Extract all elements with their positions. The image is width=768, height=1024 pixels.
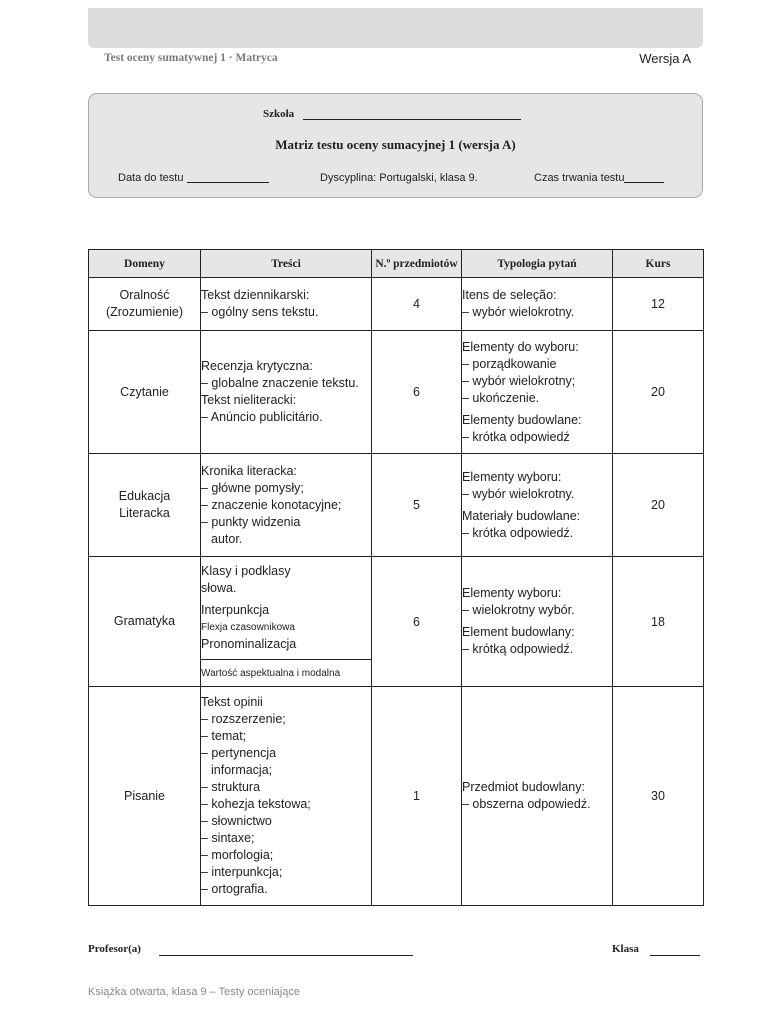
domain-cell bbox=[89, 557, 201, 687]
type-line: Materiały budowlane: bbox=[462, 508, 581, 523]
types-cell bbox=[462, 557, 613, 687]
page-footer: Książka otwarta, klasa 9 – Testy oceniające bbox=[88, 986, 300, 998]
type-line: Elementy budowlane: bbox=[462, 412, 582, 427]
type-line: – krótka odpowiedź. bbox=[462, 525, 574, 540]
type-line: – wybór wielokrotny; bbox=[462, 373, 576, 388]
content-line: – struktura bbox=[201, 780, 261, 794]
matrix-table bbox=[88, 249, 704, 906]
subject-label: Dyscyplina: Portugalski, klasa 9. bbox=[320, 172, 478, 184]
header-domains: Domeny bbox=[89, 250, 201, 278]
domain-cell bbox=[89, 687, 201, 906]
test-date bbox=[118, 172, 269, 184]
table-row bbox=[89, 454, 704, 557]
content-line: – rozszerzenie; bbox=[201, 712, 286, 726]
table-row bbox=[89, 278, 704, 331]
header-count: N.º przedmiotów bbox=[372, 250, 462, 278]
table-row bbox=[89, 687, 704, 906]
domain-cell bbox=[89, 278, 201, 331]
domain-cell bbox=[89, 454, 201, 557]
contents-cell bbox=[201, 278, 372, 331]
header-types: Typologia pytań bbox=[462, 250, 613, 278]
points-cell: 30 bbox=[613, 687, 704, 906]
content-line: – kohezja tekstowa; bbox=[201, 797, 311, 811]
points-cell: 12 bbox=[613, 278, 704, 331]
points-cell: 18 bbox=[613, 557, 704, 687]
test-date-label: Data do testu bbox=[118, 172, 184, 184]
type-line: – porządkowanie bbox=[462, 356, 557, 371]
page-title: Matriz testu oceny sumacyjnej 1 (wersja A) bbox=[275, 137, 516, 152]
table-row bbox=[89, 557, 704, 660]
types-cell bbox=[462, 687, 613, 906]
type-line: Elementy wyboru: bbox=[462, 469, 562, 484]
school-field[interactable] bbox=[303, 119, 521, 120]
count-cell: 6 bbox=[372, 331, 462, 454]
content-line: Pronominalizacja bbox=[201, 637, 297, 651]
contents-cell bbox=[201, 687, 372, 906]
types-cell bbox=[462, 278, 613, 331]
content-line: słowa. bbox=[201, 581, 237, 595]
domain-text: Gramatyka bbox=[113, 614, 176, 628]
content-line: – interpunkcja; bbox=[201, 865, 283, 879]
type-line: Elementy do wyboru: bbox=[462, 339, 579, 354]
header-points: Kurs bbox=[613, 250, 704, 278]
content-line: – punkty widzenia bbox=[201, 514, 301, 529]
content-line: – znaczenie konotacyjne; bbox=[201, 497, 342, 512]
teacher-field[interactable] bbox=[159, 955, 413, 956]
contents-cell bbox=[201, 454, 372, 557]
type-line: – krótką odpowiedź. bbox=[462, 642, 574, 656]
header-contents: Treści bbox=[201, 250, 372, 278]
table-header-row bbox=[89, 250, 704, 278]
type-line: Element budowlany: bbox=[462, 625, 575, 639]
points-cell: 20 bbox=[613, 331, 704, 454]
content-line: – sintaxe; bbox=[201, 831, 255, 845]
contents-cell bbox=[201, 557, 372, 660]
domain-text: Czytanie bbox=[120, 384, 169, 399]
school-label: Szkoła bbox=[263, 108, 295, 120]
type-line: – ukończenie. bbox=[462, 390, 540, 405]
count-cell: 5 bbox=[372, 454, 462, 557]
type-line: – krótka odpowiedź bbox=[462, 429, 570, 444]
domain-cell bbox=[89, 331, 201, 454]
content-line: – morfologia; bbox=[201, 848, 274, 862]
domain-text: Oralność bbox=[119, 288, 170, 302]
header-bar bbox=[88, 8, 703, 48]
type-line: – wybór wielokrotny. bbox=[462, 305, 575, 319]
content-line: Flexja czasownikowa bbox=[201, 622, 295, 633]
contents-cell bbox=[201, 331, 372, 454]
count-cell: 1 bbox=[372, 687, 462, 906]
content-line: – Anúncio publicitário. bbox=[201, 410, 323, 424]
content-line: Kronika literacka: bbox=[201, 463, 297, 478]
test-duration-label: Czas trwania testu bbox=[534, 172, 625, 184]
type-line: – obszerna odpowiedź. bbox=[462, 797, 591, 811]
test-duration bbox=[534, 172, 664, 184]
content-line: informacja; bbox=[211, 763, 273, 777]
type-line: Przedmiot budowlany: bbox=[462, 780, 585, 794]
contents-cell-extra: Wartość aspektualna i modalna bbox=[201, 660, 372, 687]
teacher-label: Profesor(a) bbox=[88, 943, 141, 955]
domain-text: Pisanie bbox=[124, 788, 165, 803]
domain-text: Literacka bbox=[119, 506, 170, 520]
type-line: – wielokrotny wybór. bbox=[462, 603, 575, 617]
running-title: Test oceny sumatywnej 1 · Matryca bbox=[104, 52, 278, 64]
content-line: Interpunkcja bbox=[201, 603, 270, 617]
test-date-field[interactable] bbox=[187, 182, 269, 183]
content-line: Tekst nieliteracki: bbox=[201, 393, 297, 407]
count-cell: 4 bbox=[372, 278, 462, 331]
content-line: Recenzja krytyczna: bbox=[201, 359, 313, 373]
content-line: – ortografia. bbox=[201, 882, 268, 896]
types-cell bbox=[462, 454, 613, 557]
points-cell: 20 bbox=[613, 454, 704, 557]
class-field[interactable] bbox=[650, 955, 700, 956]
content-line: – temat; bbox=[201, 729, 247, 743]
test-duration-field[interactable] bbox=[624, 182, 664, 183]
version-label: Wersja A bbox=[639, 51, 691, 66]
content-line: Tekst dziennikarski: bbox=[201, 288, 310, 302]
type-line: – wybór wielokrotny. bbox=[462, 486, 575, 501]
domain-text: Edukacja bbox=[118, 489, 171, 503]
content-line: – ogólny sens tekstu. bbox=[201, 305, 319, 319]
domain-text: (Zrozumienie) bbox=[105, 305, 184, 319]
type-line: Elementy wyboru: bbox=[462, 586, 562, 600]
count-cell: 6 bbox=[372, 557, 462, 687]
content-line: Tekst opinii bbox=[201, 695, 263, 709]
table-row bbox=[89, 331, 704, 454]
types-cell bbox=[462, 331, 613, 454]
content-line: – główne pomysły; bbox=[201, 480, 304, 495]
info-box bbox=[88, 93, 703, 198]
class-label: Klasa bbox=[612, 943, 639, 955]
content-line: autor. bbox=[211, 531, 243, 546]
type-line: Itens de seleção: bbox=[462, 288, 557, 302]
content-line: – pertynencja bbox=[201, 746, 277, 760]
content-line: Klasy i podklasy bbox=[201, 564, 291, 578]
content-line: – globalne znaczenie tekstu. bbox=[201, 376, 359, 390]
content-line: – słownictwo bbox=[201, 814, 272, 828]
